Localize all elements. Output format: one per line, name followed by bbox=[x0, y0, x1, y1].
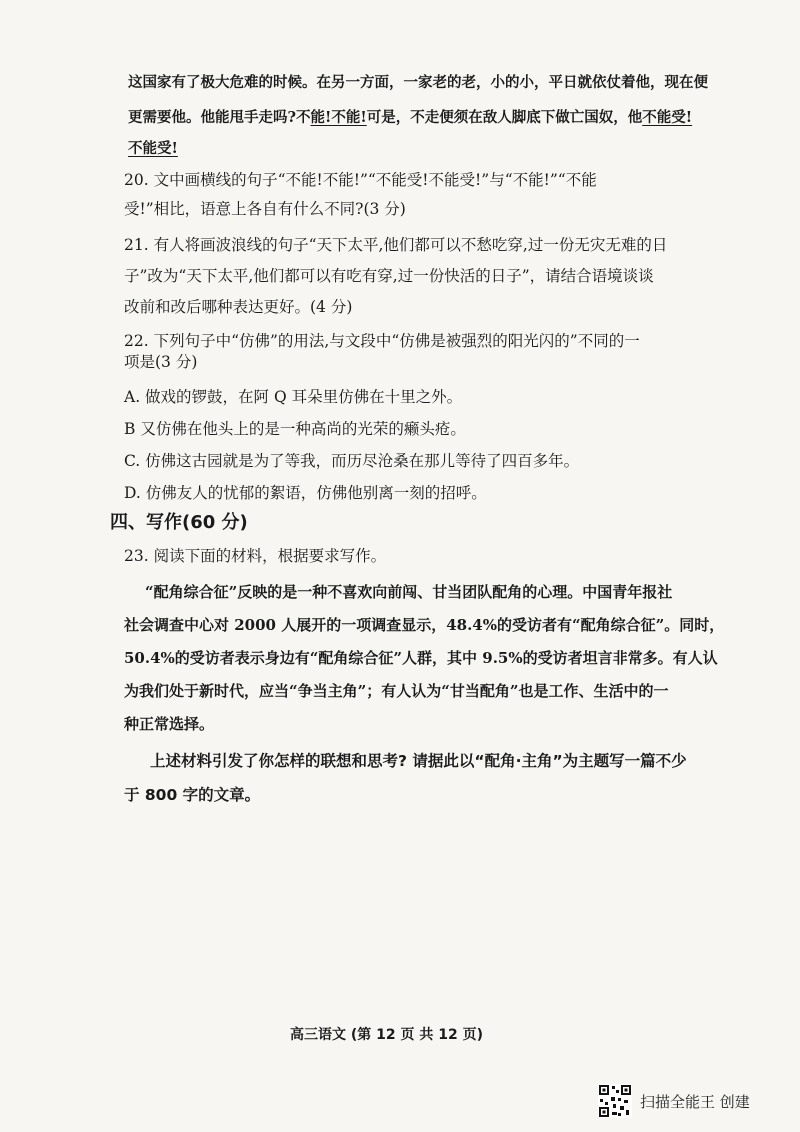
passage-line-2-text-b: 可是，不走便须在敌人脚底下做亡国奴，他 bbox=[366, 109, 643, 126]
material-line-4: 为我们处于新时代，应当“争当主角”；有人认为“甘当配角”也是工作、生活中的一 bbox=[124, 682, 669, 700]
underlined-sentence-1: 能!不能! bbox=[310, 109, 367, 126]
underlined-sentence-2a: 不能受! bbox=[642, 109, 693, 126]
option-a: A. 做戏的锣鼓，在阿 Q 耳朵里仿佛在十里之外。 bbox=[124, 388, 463, 406]
underlined-sentence-2b: 不能受! bbox=[128, 140, 178, 157]
scanner-watermark bbox=[598, 1084, 750, 1118]
question-21-line-1: 21. 有人将画波浪线的句子“天下太平,他们都可以不愁吃穿,过一份无灾无难的日 bbox=[124, 236, 668, 254]
option-c: C. 仿佛这古园就是为了等我，而历尽沧桑在那儿等待了四百多年。 bbox=[124, 452, 580, 470]
question-22-line-1: 22. 下列句子中“仿佛”的用法,与文段中“仿佛是被强烈的阳光闪的”不同的一 bbox=[124, 332, 640, 350]
material-line-3: 50.4%的受访者表示身边有“配角综合征”人群，其中 9.5%的受访者坦言非常多。有人认 bbox=[124, 649, 718, 667]
material-line-5: 种正常选择。 bbox=[124, 715, 215, 733]
writing-prompt-line-2: 于 800 字的文章。 bbox=[124, 786, 261, 804]
question-20-line-2: 受!”相比，语意上各自有什么不同?(3 分) bbox=[124, 200, 406, 218]
option-b: B 又仿佛在他头上的是一种高尚的光荣的癞头疮。 bbox=[124, 420, 466, 438]
question-23-intro: 23. 阅读下面的材料，根据要求写作。 bbox=[124, 547, 387, 565]
question-22-line-2: 项是(3 分) bbox=[124, 353, 198, 371]
page-footer: 高三语文 (第 12 页 共 12 页) bbox=[290, 1027, 484, 1043]
material-line-1: “配角综合征”反映的是一种不喜欢向前闯、甘当团队配角的心理。中国青年报社 bbox=[145, 583, 673, 601]
question-21-line-2: 子”改为“天下太平,他们都可以有吃有穿,过一份快活的日子”，请结合语境谈谈 bbox=[124, 267, 654, 285]
passage-line-2-text: 更需要他。他能甩手走吗?不 bbox=[128, 109, 311, 126]
question-20-line-1: 20. 文中画横线的句子“不能!不能!”“不能受!不能受!”与“不能!”“不能 bbox=[124, 171, 597, 189]
watermark-text: 扫描全能王 创建 bbox=[640, 1092, 750, 1111]
passage-line-2 bbox=[128, 108, 692, 128]
section-heading-writing: 四、写作(60 分) bbox=[110, 512, 248, 533]
option-d: D. 仿佛友人的忧郁的絮语，仿佛他别离一刻的招呼。 bbox=[124, 484, 487, 502]
passage-line-1: 这国家有了极大危难的时候。在另一方面，一家老的老，小的小，平日就依仗着他，现在便 bbox=[128, 74, 708, 91]
writing-prompt-line-1: 上述材料引发了你怎样的联想和思考? 请据此以“配角·主角”为主题写一篇不少 bbox=[150, 752, 687, 770]
qr-code-icon bbox=[598, 1084, 632, 1118]
material-line-2: 社会调查中心对 2000 人展开的一项调查显示，48.4%的受访者有“配角综合征”。同时， bbox=[124, 616, 725, 634]
question-21-line-3: 改前和改后哪种表达更好。(4 分) bbox=[124, 298, 353, 316]
